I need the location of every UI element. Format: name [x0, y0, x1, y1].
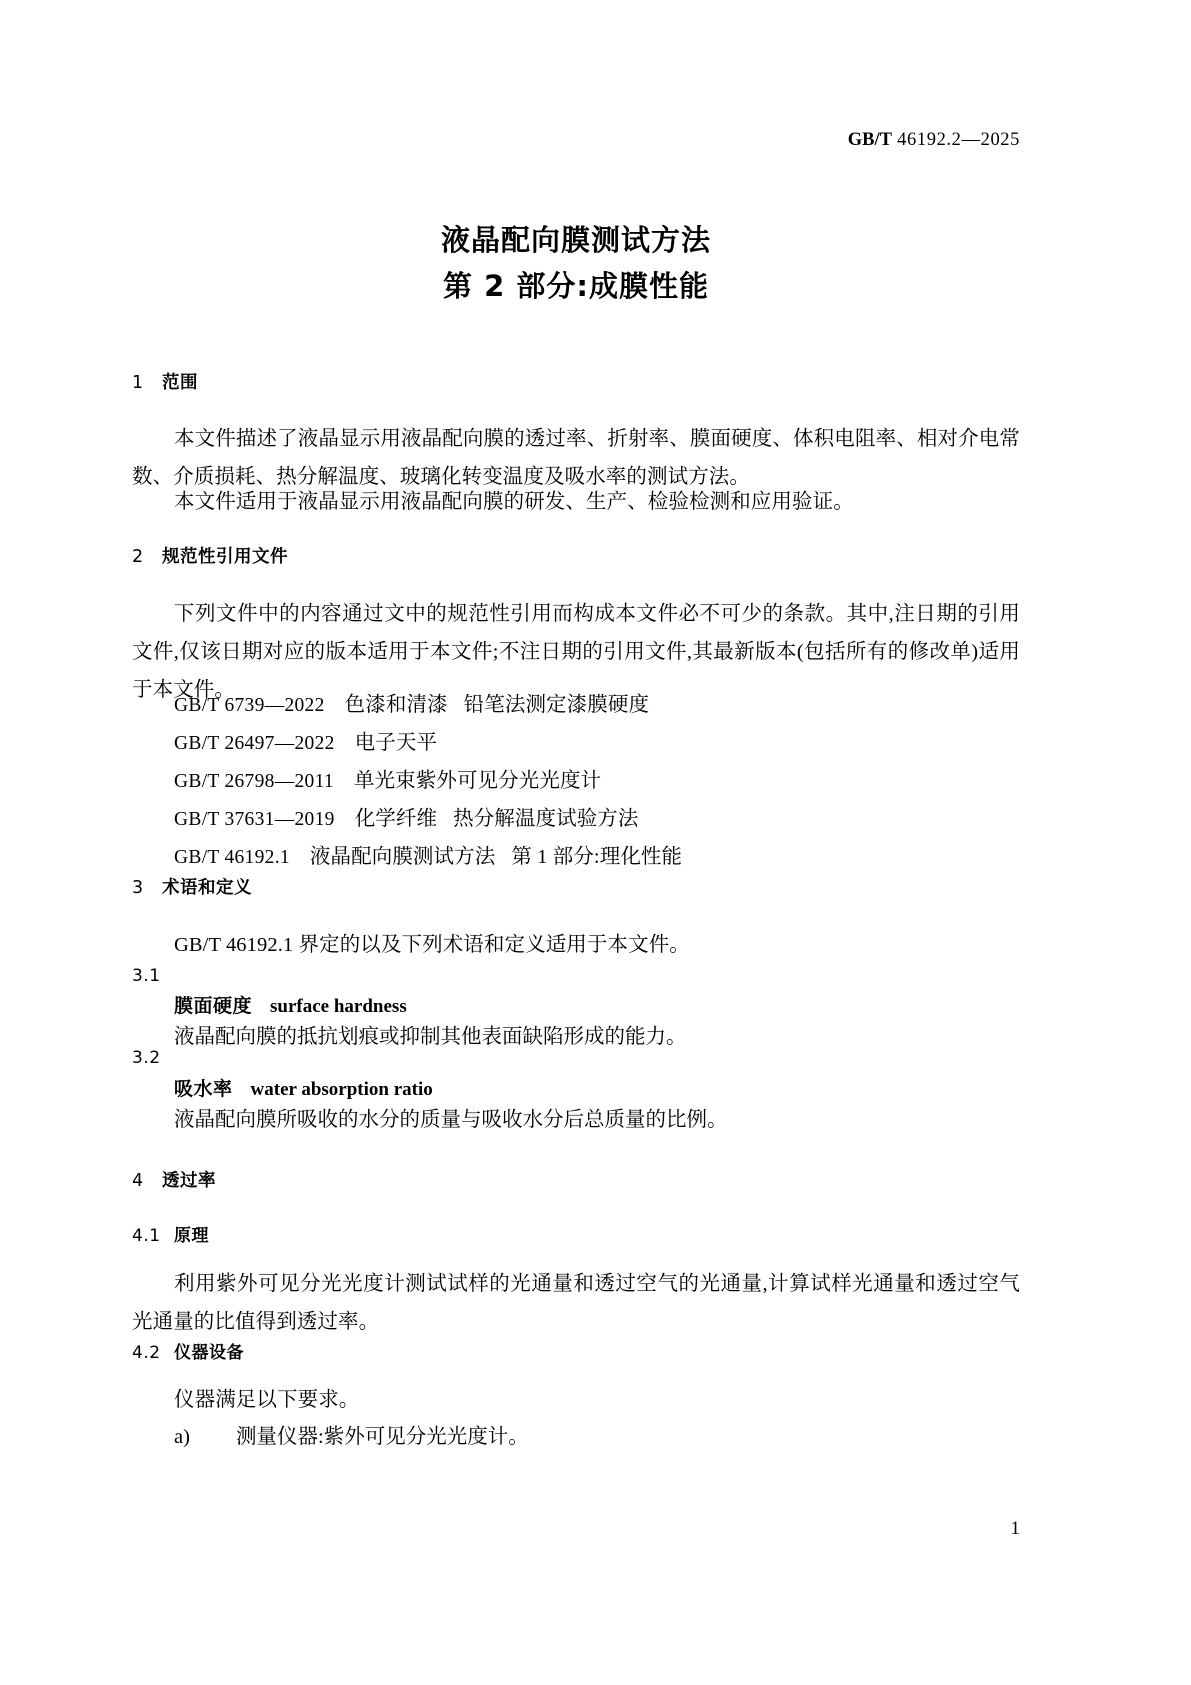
- heading-section-4-label: 透过率: [162, 1171, 216, 1191]
- list-item-text: 测量仪器:紫外可见分光光度计。: [236, 1426, 529, 1448]
- reference-code: GB/T 6739—2022: [174, 695, 325, 716]
- title-line-2: 第 2 部分:成膜性能: [443, 269, 709, 303]
- reference-title: 液晶配向膜测试方法: [309, 846, 496, 868]
- term-definition-3-2: 液晶配向膜所吸收的水分的质量与吸收水分后总质量的比例。: [174, 1109, 728, 1131]
- title-line-1: 液晶配向膜测试方法: [440, 223, 711, 257]
- term-number-3-2: 3.2: [132, 1048, 161, 1068]
- heading-section-2-label: 规范性引用文件: [162, 547, 288, 567]
- heading-section-3-number: 3: [132, 878, 144, 898]
- section-4-1-paragraph-1: 利用紫外可见分光光度计测试试样的光通量和透过空气的光通量,计算试样光通量和透过空气光通量的比值得到透过率。: [132, 1273, 1020, 1333]
- term-name-3-1: [174, 991, 407, 1018]
- heading-section-3: [132, 874, 252, 899]
- reference-title: 电子天平: [354, 732, 438, 754]
- section-1-paragraph-1: 本文件描述了液晶显示用液晶配向膜的透过率、折射率、膜面硬度、体积电阻率、相对介电常数、介质损耗、热分解温度、玻璃化转变温度及吸水率的测试方法。: [132, 428, 1020, 488]
- section-1-paragraph-2: 本文件适用于液晶显示用液晶配向膜的研发、生产、检验检测和应用验证。: [174, 491, 854, 513]
- section-3-paragraph-1: GB/T 46192.1 界定的以及下列术语和定义适用于本文件。: [174, 934, 690, 956]
- normative-reference-item: [174, 763, 601, 793]
- list-item: [174, 1419, 529, 1449]
- heading-section-1-number: 1: [132, 373, 144, 393]
- term-name-en: surface hardness: [270, 996, 407, 1017]
- heading-section-4-2: [132, 1338, 244, 1363]
- heading-section-1: [132, 369, 198, 394]
- heading-section-2-number: 2: [132, 547, 144, 567]
- term-name-en: water absorption ratio: [250, 1079, 433, 1100]
- page-content: [132, 0, 1020, 1685]
- heading-section-2: [132, 543, 288, 568]
- term-name-3-2: [174, 1074, 433, 1101]
- document-title: [132, 217, 1020, 309]
- heading-section-1-label: 范围: [162, 373, 198, 393]
- heading-section-4-number: 4: [132, 1171, 144, 1191]
- normative-reference-item: [174, 839, 682, 869]
- running-header: [848, 130, 1020, 151]
- term-name-cn: 膜面硬度: [174, 995, 253, 1017]
- reference-code: GB/T 46192.1: [174, 847, 290, 868]
- reference-subtitle: 铅笔法测定漆膜硬度: [463, 694, 650, 716]
- reference-title: 单光束紫外可见分光光度计: [353, 770, 602, 792]
- heading-section-4-1: [132, 1221, 209, 1246]
- term-name-cn: 吸水率: [174, 1078, 233, 1100]
- reference-subtitle: 热分解温度试验方法: [453, 808, 639, 830]
- term-definition-3-1: 液晶配向膜的抵抗划痕或抑制其他表面缺陷形成的能力。: [174, 1026, 687, 1048]
- section-4-2-paragraph-1: 仪器满足以下要求。: [174, 1389, 360, 1411]
- heading-section-3-label: 术语和定义: [162, 878, 252, 898]
- list-item-marker: a): [174, 1426, 190, 1448]
- standard-number: 46192.2—2025: [897, 130, 1020, 150]
- reference-title: 色漆和清漆: [344, 694, 448, 716]
- normative-reference-item: [174, 801, 639, 831]
- page-number: 1: [1010, 1518, 1020, 1539]
- normative-reference-item: [174, 725, 437, 755]
- section-2-paragraph-1: 下列文件中的内容通过文中的规范性引用而构成本文件必不可少的条款。其中,注日期的引用文件,仅该日期对应的版本适用于本文件;不注日期的引用文件,其最新版本(包括所有的修改单)适用于本文件。: [132, 603, 1020, 701]
- heading-section-4-1-number: 4.1: [132, 1226, 161, 1246]
- reference-code: GB/T 37631—2019: [174, 809, 335, 830]
- heading-section-4-2-number: 4.2: [132, 1343, 161, 1363]
- heading-section-4-1-label: 原理: [174, 1226, 209, 1246]
- normative-reference-item: [174, 687, 649, 717]
- reference-code: GB/T 26798—2011: [174, 771, 334, 792]
- heading-section-4-2-label: 仪器设备: [174, 1343, 244, 1363]
- reference-code: GB/T 26497—2022: [174, 733, 335, 754]
- heading-section-4: [132, 1167, 216, 1192]
- standard-prefix: GB/T: [847, 130, 892, 150]
- reference-title: 化学纤维: [354, 808, 438, 830]
- term-number-3-1: 3.1: [132, 966, 161, 986]
- reference-subtitle: 第 1 部分:理化性能: [511, 846, 683, 868]
